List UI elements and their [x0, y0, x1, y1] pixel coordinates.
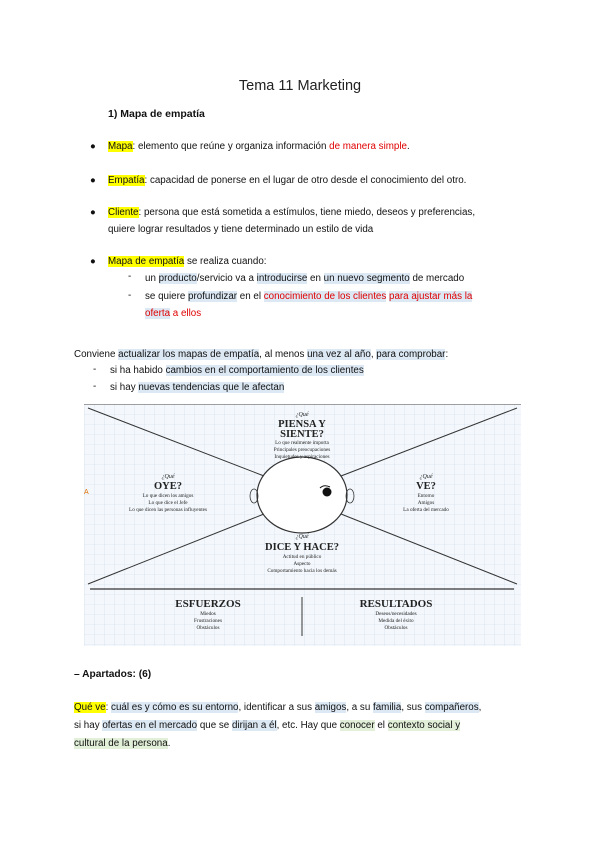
highlight: ofertas en el mercado — [102, 720, 198, 731]
hear-q: ¿Qué — [161, 474, 175, 480]
red-text: de manera simple — [329, 141, 407, 152]
bullet-cliente — [108, 204, 475, 221]
text: , etc. Hay que — [276, 720, 340, 731]
see-line: La oferta del mercado — [403, 507, 449, 513]
think-q: ¿Qué — [295, 412, 309, 418]
see-title: VE? — [416, 481, 436, 492]
green-highlight: cultural de la persona — [74, 738, 168, 749]
highlight: actualizar los mapas de empatía — [118, 349, 260, 360]
bullet-dot: ● — [90, 207, 96, 218]
highlight: un nuevo segmento — [323, 273, 410, 284]
bullet-text: se realiza cuando: — [184, 256, 267, 267]
highlight: para comprobar — [376, 349, 446, 360]
think-line: Lo que realmente importa — [275, 440, 329, 446]
dash-marker: - — [93, 381, 97, 392]
text: , a su — [346, 702, 373, 713]
term-highlight: Empatía — [108, 175, 145, 186]
text: , — [370, 349, 377, 360]
text: . — [167, 738, 171, 749]
paragraph-que-ve-1 — [74, 699, 481, 716]
highlight: cuál es y cómo es su entorno — [111, 702, 239, 713]
hear-line: Lo que dicen las personas influyentes — [129, 507, 207, 513]
empathy-map-svg — [84, 404, 521, 646]
bullet-text: : persona que está sometida a estímulos, tiene miedo, deseos y preferencias, — [138, 207, 476, 218]
section-heading-apartados: – Apartados: (6) — [74, 669, 152, 680]
highlight: producto — [158, 273, 197, 284]
highlight: una vez al año — [307, 349, 371, 360]
hear-line: Lo que dice el Jefe — [148, 500, 188, 506]
text: si hay — [74, 720, 103, 731]
green-highlight: conocer — [339, 720, 375, 731]
text: , sus — [401, 702, 425, 713]
pains-line: Obstáculos — [196, 625, 220, 631]
bullet-text: quiere lograr resultados y tiene determinado un estilo de vida — [108, 224, 374, 235]
highlight: amigos — [314, 702, 347, 713]
term-highlight: Mapa — [108, 141, 133, 152]
see-line: Entorno — [417, 493, 435, 499]
gains-line: Medida del éxito — [378, 618, 414, 624]
highlight: dirijan a él — [231, 720, 277, 731]
text: que se — [197, 720, 232, 731]
text: un — [145, 273, 159, 284]
text: si hay — [110, 382, 139, 393]
text: , al menos — [259, 349, 308, 360]
bullet-mapa-empatia — [108, 253, 267, 270]
highlight: compañeros — [424, 702, 479, 713]
text: : — [445, 349, 449, 360]
say-title: DICE Y HACE? — [265, 542, 339, 553]
think-title-1: PIENSA Y — [278, 419, 326, 430]
pains-line: Frustraciones — [194, 618, 222, 624]
say-q: ¿Qué — [295, 534, 309, 540]
dash-marker: - — [128, 290, 132, 301]
highlight: profundizar — [188, 291, 238, 302]
dash-marker: - — [93, 364, 97, 375]
think-line: Inquietudes y aspiraciones — [274, 454, 330, 460]
text: : — [105, 702, 112, 713]
pains-line: Miedos — [200, 611, 216, 617]
dash-marker: - — [128, 271, 132, 282]
highlight: introducirse — [256, 273, 308, 284]
bullet-text: . — [407, 141, 410, 152]
say-line: Comportamiento hacia los demás — [267, 568, 337, 574]
see-line: Amigos — [417, 500, 435, 506]
text: de mercado — [409, 273, 465, 284]
text: /servicio va a — [196, 273, 257, 284]
text: , identificar a sus — [238, 702, 315, 713]
paragraph-que-ve-3 — [74, 735, 170, 752]
pains-title: ESFUERZOS — [175, 598, 241, 610]
sub-bullet-2 — [145, 288, 472, 305]
think-line: Principales preocupaciones — [273, 447, 331, 453]
term-highlight: Qué ve — [74, 702, 106, 713]
highlight: cambios en el comportamiento de los clientes — [165, 365, 364, 376]
red-text: a ellos — [170, 308, 202, 319]
gains-title: RESULTADOS — [359, 598, 433, 610]
red-highlight: para ajustar más la — [389, 291, 473, 302]
text: en el — [237, 291, 264, 302]
say-line: Actitud en público — [282, 554, 322, 560]
bullet-text: : elemento que reúne y organiza información — [132, 141, 330, 152]
highlight: nuevas tendencias que le afectan — [138, 382, 285, 393]
text: , — [478, 702, 482, 713]
bullet-dot: ● — [90, 175, 96, 186]
text: en — [307, 273, 324, 284]
sub-bullet-2-cont — [145, 305, 201, 322]
paragraph-conviene — [74, 346, 448, 363]
bullet-dot: ● — [90, 256, 96, 267]
see-q: ¿Qué — [419, 474, 433, 480]
say-line: Aspecto — [293, 561, 311, 567]
think-title-2: SIENTE? — [280, 429, 324, 440]
term-highlight: Cliente — [108, 207, 139, 218]
highlight: familia — [373, 702, 402, 713]
sub-bullet-1 — [145, 270, 464, 287]
page-title: Tema 11 Marketing — [238, 78, 362, 94]
section-heading: 1) Mapa de empatía — [108, 108, 205, 120]
hear-line: Lo que dicen los amigos — [142, 493, 194, 499]
bullet-text: : capacidad de ponerse en el lugar de otro desde el conocimiento del otro. — [144, 175, 467, 186]
red-highlight: conocimiento de los clientes — [263, 291, 387, 302]
red-highlight: oferta — [145, 308, 171, 319]
bullet-empatia — [108, 172, 466, 189]
green-highlight: contexto social y — [387, 720, 461, 731]
paragraph-que-ve-2 — [74, 717, 460, 734]
text: si ha habido — [110, 365, 166, 376]
term-highlight: Mapa de empatía — [108, 256, 185, 267]
gains-line: Obstáculos — [384, 625, 408, 631]
gains-line: Deseos/necesidades — [375, 611, 417, 617]
text: Conviene — [74, 349, 119, 360]
text: el — [374, 720, 388, 731]
bullet-dot: ● — [90, 141, 96, 152]
svg-text:A: A — [84, 489, 89, 496]
dash-item-1 — [110, 362, 364, 379]
text: se quiere — [145, 291, 189, 302]
hear-title: OYE? — [153, 481, 183, 492]
bullet-mapa — [108, 138, 410, 155]
empathy-map-image — [84, 404, 521, 646]
dash-item-2 — [110, 379, 284, 396]
